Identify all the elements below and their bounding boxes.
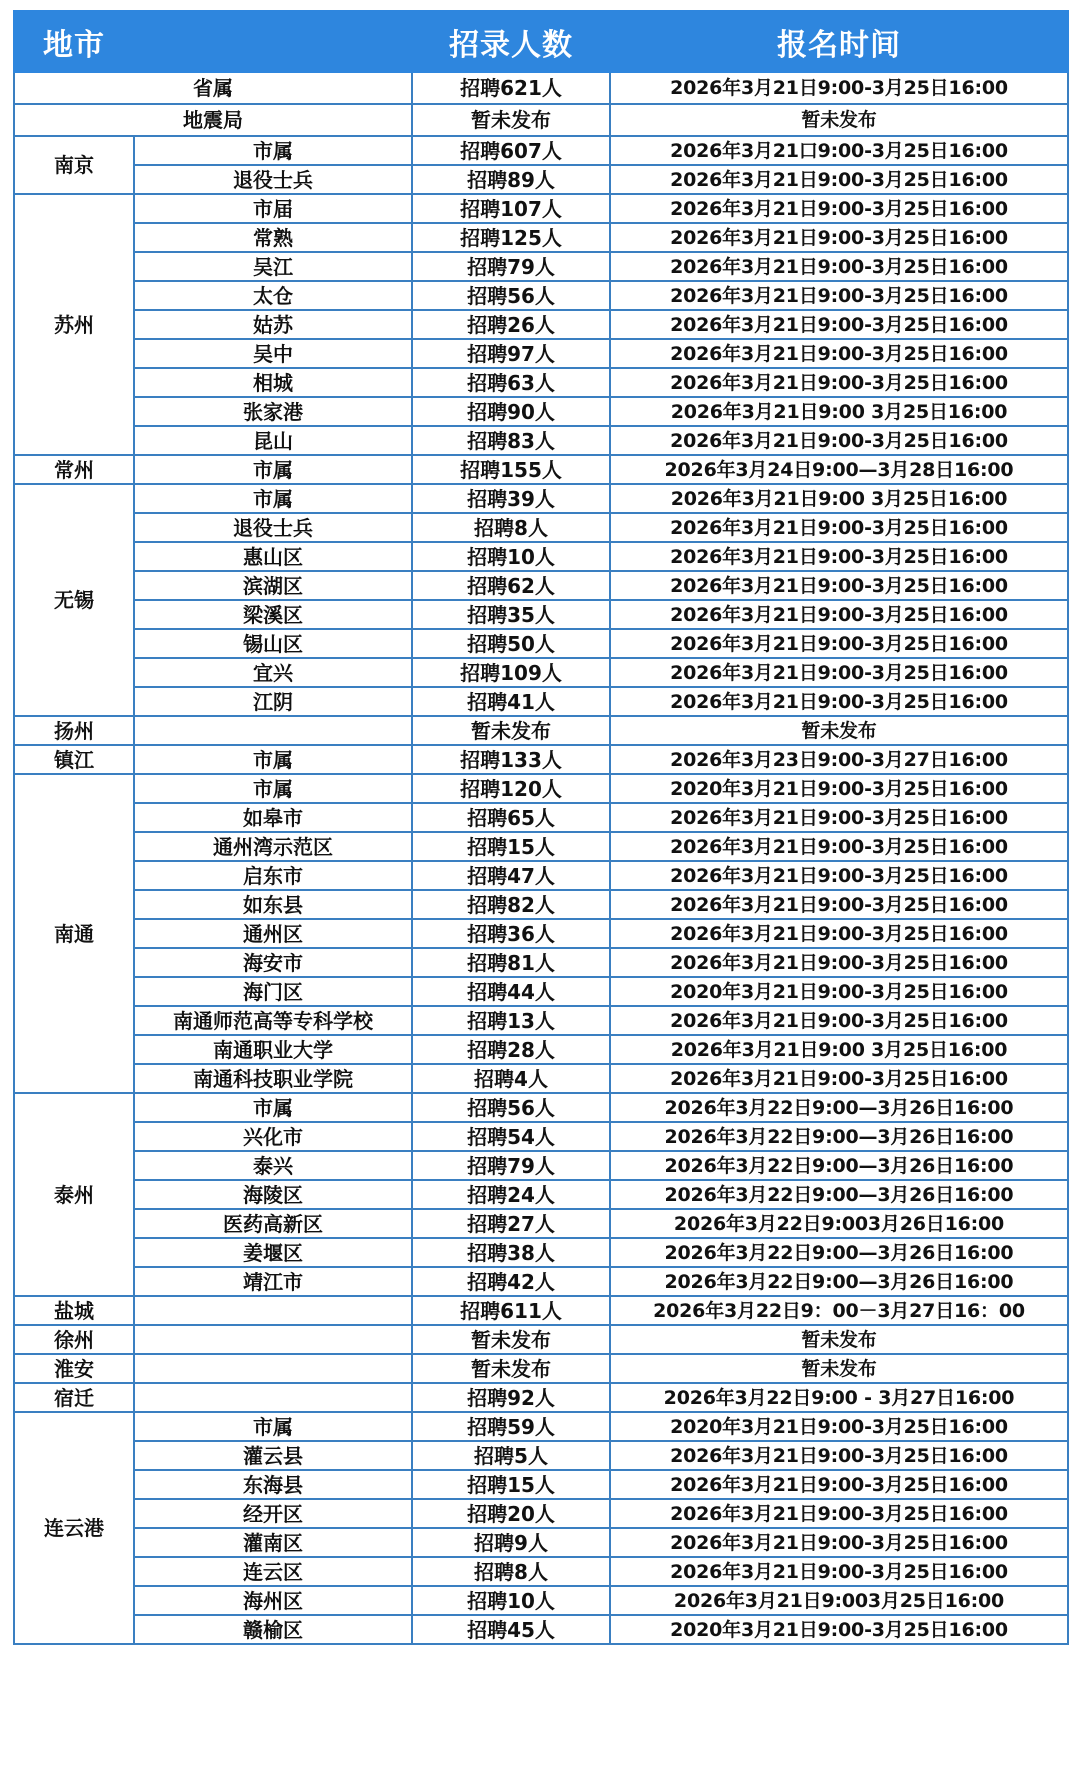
count-cell: 招聘4人 xyxy=(412,1064,610,1093)
table-row xyxy=(14,716,1068,745)
time-cell: 2026年3月22日9:00—3月26日16:00 xyxy=(610,1093,1068,1122)
count-cell: 招聘621人 xyxy=(412,72,610,104)
count-cell: 招聘107人 xyxy=(412,194,610,223)
count-cell: 招聘10人 xyxy=(412,1586,610,1615)
time-cell: 2026年3月21口9:00-3月25日16:00 xyxy=(610,136,1068,165)
unit-cell: 海安市 xyxy=(134,948,412,977)
row-label: 地震局 xyxy=(14,104,412,136)
table-row xyxy=(14,281,1068,310)
unit-cell: 市属 xyxy=(134,1093,412,1122)
count-cell: 招聘56人 xyxy=(412,281,610,310)
time-cell: 2026年3月22日9:00—3月26日16:00 xyxy=(610,1267,1068,1296)
table-row xyxy=(14,542,1068,571)
table-row xyxy=(14,368,1068,397)
city-cell: 扬州 xyxy=(14,716,134,745)
time-cell: 2026年3月21日9:003月25日16:00 xyxy=(610,1586,1068,1615)
table-row xyxy=(14,774,1068,803)
city-cell: 南通 xyxy=(14,774,134,1093)
count-cell: 招聘611人 xyxy=(412,1296,610,1325)
count-cell: 招聘15人 xyxy=(412,1470,610,1499)
time-cell: 2026年3月21日9:00-3月25日16:00 xyxy=(610,252,1068,281)
table-row xyxy=(14,1354,1068,1383)
time-cell: 2026年3月21日9:00-3月25日16:00 xyxy=(610,1470,1068,1499)
count-cell: 暂未发布 xyxy=(412,716,610,745)
unit-cell: 吴江 xyxy=(134,252,412,281)
table-row xyxy=(14,600,1068,629)
unit-cell: 海州区 xyxy=(134,1586,412,1615)
table-row xyxy=(14,136,1068,165)
time-cell: 2026年3月22日9:00—3月26日16:00 xyxy=(610,1238,1068,1267)
city-cell: 苏州 xyxy=(14,194,134,455)
table-row xyxy=(14,104,1068,136)
count-cell: 招聘10人 xyxy=(412,542,610,571)
time-cell: 2026年3月21日9:00-3月25日16:00 xyxy=(610,571,1068,600)
time-cell: 暂未发布 xyxy=(610,716,1068,745)
city-cell: 南京 xyxy=(14,136,134,194)
count-cell: 招聘42人 xyxy=(412,1267,610,1296)
table-row xyxy=(14,397,1068,426)
time-cell: 暂未发布 xyxy=(610,1354,1068,1383)
table-header xyxy=(14,11,1068,72)
count-cell: 招聘45人 xyxy=(412,1615,610,1644)
time-cell: 2026年3月21日9:00-3月25日16:00 xyxy=(610,1499,1068,1528)
table-row xyxy=(14,948,1068,977)
unit-cell: 惠山区 xyxy=(134,542,412,571)
unit-cell: 赣榆区 xyxy=(134,1615,412,1644)
city-cell: 徐州 xyxy=(14,1325,134,1354)
count-cell: 招聘44人 xyxy=(412,977,610,1006)
table-row xyxy=(14,426,1068,455)
time-cell: 2026年3月21日9:00-3月25日16:00 xyxy=(610,1064,1068,1093)
time-cell: 2026年3月21日9:00-3月25日16:00 xyxy=(610,368,1068,397)
unit-cell: 兴化市 xyxy=(134,1122,412,1151)
unit-cell: 宜兴 xyxy=(134,658,412,687)
table-row xyxy=(14,455,1068,484)
unit-cell: 市属 xyxy=(134,484,412,513)
time-cell: 2026年3月22日9:00—3月26日16:00 xyxy=(610,1122,1068,1151)
unit-cell: 梁溪区 xyxy=(134,600,412,629)
count-cell: 招聘125人 xyxy=(412,223,610,252)
table-row xyxy=(14,339,1068,368)
table-row xyxy=(14,1006,1068,1035)
count-cell: 招聘90人 xyxy=(412,397,610,426)
count-cell: 招聘39人 xyxy=(412,484,610,513)
count-cell: 招聘24人 xyxy=(412,1180,610,1209)
table-row xyxy=(14,571,1068,600)
time-cell: 2026年3月22日9:00—3月26日16:00 xyxy=(610,1151,1068,1180)
unit-cell: 市属 xyxy=(134,774,412,803)
city-cell: 淮安 xyxy=(14,1354,134,1383)
unit-cell: 灌云县 xyxy=(134,1441,412,1470)
table-row xyxy=(14,1035,1068,1064)
table-row xyxy=(14,484,1068,513)
table-row xyxy=(14,861,1068,890)
unit-cell: 泰兴 xyxy=(134,1151,412,1180)
city-cell: 盐城 xyxy=(14,1296,134,1325)
count-cell: 招聘79人 xyxy=(412,252,610,281)
count-cell: 招聘65人 xyxy=(412,803,610,832)
unit-cell: 东海县 xyxy=(134,1470,412,1499)
time-cell: 2026年3月21日9:00-3月25日16:00 xyxy=(610,165,1068,194)
count-cell: 招聘63人 xyxy=(412,368,610,397)
table-row xyxy=(14,1499,1068,1528)
count-cell: 暂未发布 xyxy=(412,1325,610,1354)
time-cell: 2026年3月21日9:00-3月25日16:00 xyxy=(610,1006,1068,1035)
time-cell: 2026年3月21日9:00-3月25日16:00 xyxy=(610,658,1068,687)
table-row xyxy=(14,1151,1068,1180)
header-city: 地市 xyxy=(14,11,134,72)
time-cell: 2026年3月21日9:00-3月25日16:00 xyxy=(610,600,1068,629)
time-cell: 2026年3月21日9:00-3月25日16:00 xyxy=(610,339,1068,368)
unit-cell: 相城 xyxy=(134,368,412,397)
count-cell: 招聘607人 xyxy=(412,136,610,165)
table-row xyxy=(14,1586,1068,1615)
header-time: 报名时间 xyxy=(610,11,1068,72)
count-cell: 招聘89人 xyxy=(412,165,610,194)
city-cell: 连云港 xyxy=(14,1412,134,1644)
table-row xyxy=(14,803,1068,832)
time-cell: 2026年3月21日9:00-3月25日16:00 xyxy=(610,542,1068,571)
table-row xyxy=(14,745,1068,774)
unit-cell: 南通科技职业学院 xyxy=(134,1064,412,1093)
table-row xyxy=(14,1064,1068,1093)
count-cell: 招聘38人 xyxy=(412,1238,610,1267)
time-cell: 2026年3月21日9:00-3月25日16:00 xyxy=(610,919,1068,948)
unit-cell: 太仓 xyxy=(134,281,412,310)
unit-cell: 滨湖区 xyxy=(134,571,412,600)
unit-cell: 市属 xyxy=(134,136,412,165)
time-cell: 2026年3月21日9:00 3月25日16:00 xyxy=(610,1035,1068,1064)
count-cell: 招聘9人 xyxy=(412,1528,610,1557)
recruitment-table xyxy=(13,10,1069,1645)
unit-cell: 姑苏 xyxy=(134,310,412,339)
time-cell: 2026年3月21日9:00-3月25日16:00 xyxy=(610,1441,1068,1470)
table-row xyxy=(14,1383,1068,1412)
time-cell: 2026年3月24日9:00—3月28日16:00 xyxy=(610,455,1068,484)
city-cell: 镇江 xyxy=(14,745,134,774)
city-cell: 泰州 xyxy=(14,1093,134,1296)
count-cell: 招聘36人 xyxy=(412,919,610,948)
table-row xyxy=(14,194,1068,223)
unit-cell: 退役士兵 xyxy=(134,513,412,542)
time-cell: 2026年3月22日9:00 - 3月27日16:00 xyxy=(610,1383,1068,1412)
count-cell: 招聘62人 xyxy=(412,571,610,600)
unit-cell: 靖江市 xyxy=(134,1267,412,1296)
table-row xyxy=(14,165,1068,194)
header-count: 招录人数 xyxy=(412,11,610,72)
table-row xyxy=(14,977,1068,1006)
count-cell: 招聘20人 xyxy=(412,1499,610,1528)
count-cell: 招聘28人 xyxy=(412,1035,610,1064)
unit-cell: 海门区 xyxy=(134,977,412,1006)
unit-cell: 吴中 xyxy=(134,339,412,368)
count-cell: 招聘8人 xyxy=(412,1557,610,1586)
time-cell: 暂未发布 xyxy=(610,1325,1068,1354)
count-cell: 招聘50人 xyxy=(412,629,610,658)
table-row xyxy=(14,629,1068,658)
count-cell: 暂未发布 xyxy=(412,104,610,136)
count-cell: 招聘47人 xyxy=(412,861,610,890)
header-row xyxy=(14,11,1068,72)
unit-cell: 灌南区 xyxy=(134,1528,412,1557)
count-cell: 招聘8人 xyxy=(412,513,610,542)
unit-cell: 市届 xyxy=(134,194,412,223)
table-row xyxy=(14,223,1068,252)
time-cell: 2026年3月21日9:00-3月25日16:00 xyxy=(610,194,1068,223)
table-row xyxy=(14,72,1068,104)
unit-cell: 如东县 xyxy=(134,890,412,919)
unit-cell: 海陵区 xyxy=(134,1180,412,1209)
unit-cell: 姜堰区 xyxy=(134,1238,412,1267)
unit-cell: 市属 xyxy=(134,1412,412,1441)
table-row xyxy=(14,1296,1068,1325)
table-row xyxy=(14,252,1068,281)
unit-cell: 南通师范高等专科学校 xyxy=(134,1006,412,1035)
unit-cell: 经开区 xyxy=(134,1499,412,1528)
time-cell: 2026年3月21日9:00-3月25日16:00 xyxy=(610,803,1068,832)
count-cell: 招聘13人 xyxy=(412,1006,610,1035)
table-row xyxy=(14,890,1068,919)
unit-cell: 启东市 xyxy=(134,861,412,890)
count-cell: 招聘5人 xyxy=(412,1441,610,1470)
time-cell: 2026年3月21日9:00-3月25日16:00 xyxy=(610,832,1068,861)
count-cell: 招聘79人 xyxy=(412,1151,610,1180)
table-row xyxy=(14,1180,1068,1209)
time-cell: 2026年3月21日9:00-3月25日16:00 xyxy=(610,861,1068,890)
count-cell: 招聘97人 xyxy=(412,339,610,368)
time-cell: 2026年3月22日9:003月26日16:00 xyxy=(610,1209,1068,1238)
unit-cell xyxy=(134,716,412,745)
count-cell: 招聘133人 xyxy=(412,745,610,774)
time-cell: 2026年3月21日9:00-3月25日16:00 xyxy=(610,1557,1068,1586)
unit-cell: 医药高新区 xyxy=(134,1209,412,1238)
table-row xyxy=(14,1267,1068,1296)
count-cell: 招聘27人 xyxy=(412,1209,610,1238)
unit-cell: 连云区 xyxy=(134,1557,412,1586)
city-cell: 宿迁 xyxy=(14,1383,134,1412)
time-cell: 2026年3月21日9:00-3月25日16:00 xyxy=(610,687,1068,716)
count-cell: 招聘59人 xyxy=(412,1412,610,1441)
count-cell: 招聘26人 xyxy=(412,310,610,339)
count-cell: 招聘83人 xyxy=(412,426,610,455)
table-row xyxy=(14,1615,1068,1644)
unit-cell: 通州湾示范区 xyxy=(134,832,412,861)
table-row xyxy=(14,1093,1068,1122)
unit-cell xyxy=(134,1296,412,1325)
count-cell: 招聘56人 xyxy=(412,1093,610,1122)
time-cell: 2026年3月21日9:00-3月25日16:00 xyxy=(610,890,1068,919)
time-cell: 2026年3月21日9:00-3月25日16:00 xyxy=(610,1528,1068,1557)
count-cell: 招聘81人 xyxy=(412,948,610,977)
time-cell: 2026年3月21日9:00 3月25日16:00 xyxy=(610,397,1068,426)
time-cell: 2026年3月21日9:00-3月25日16:00 xyxy=(610,310,1068,339)
unit-cell xyxy=(134,1325,412,1354)
time-cell: 暂未发布 xyxy=(610,104,1068,136)
table-row xyxy=(14,513,1068,542)
time-cell: 2026年3月21日9:00-3月25日16:00 xyxy=(610,426,1068,455)
count-cell: 招聘41人 xyxy=(412,687,610,716)
table-row xyxy=(14,1325,1068,1354)
count-cell: 招聘82人 xyxy=(412,890,610,919)
table-row xyxy=(14,1557,1068,1586)
row-label: 省属 xyxy=(14,72,412,104)
count-cell: 招聘54人 xyxy=(412,1122,610,1151)
count-cell: 招聘109人 xyxy=(412,658,610,687)
unit-cell: 如皋市 xyxy=(134,803,412,832)
table-row xyxy=(14,832,1068,861)
count-cell: 招聘35人 xyxy=(412,600,610,629)
time-cell: 2026年3月21日9:00-3月25日16:00 xyxy=(610,948,1068,977)
time-cell: 2026年3月21日9:00 3月25日16:00 xyxy=(610,484,1068,513)
count-cell: 招聘155人 xyxy=(412,455,610,484)
time-cell: 2020年3月21日9:00-3月25日16:00 xyxy=(610,1412,1068,1441)
time-cell: 2026年3月21日9:00-3月25日16:00 xyxy=(610,281,1068,310)
table-row xyxy=(14,1441,1068,1470)
count-cell: 招聘15人 xyxy=(412,832,610,861)
unit-cell: 昆山 xyxy=(134,426,412,455)
table-row xyxy=(14,1238,1068,1267)
unit-cell: 张家港 xyxy=(134,397,412,426)
unit-cell xyxy=(134,1383,412,1412)
unit-cell: 江阴 xyxy=(134,687,412,716)
time-cell: 2020年3月21日9:00-3月25日16:00 xyxy=(610,977,1068,1006)
table-row xyxy=(14,1528,1068,1557)
time-cell: 2026年3月21日9:00-3月25日16:00 xyxy=(610,72,1068,104)
time-cell: 2020年3月21日9:00-3月25日16:00 xyxy=(610,1615,1068,1644)
city-cell: 无锡 xyxy=(14,484,134,716)
header-unit xyxy=(134,11,412,72)
table-row xyxy=(14,1412,1068,1441)
time-cell: 2026年3月23日9:00-3月27日16:00 xyxy=(610,745,1068,774)
table-row xyxy=(14,687,1068,716)
time-cell: 2026年3月22日9：00－3月27日16：00 xyxy=(610,1296,1068,1325)
table-row xyxy=(14,1470,1068,1499)
unit-cell: 市属 xyxy=(134,455,412,484)
time-cell: 2026年3月21日9:00-3月25日16:00 xyxy=(610,223,1068,252)
time-cell: 2026年3月22日9:00—3月26日16:00 xyxy=(610,1180,1068,1209)
count-cell: 招聘120人 xyxy=(412,774,610,803)
table-row xyxy=(14,1209,1068,1238)
time-cell: 2020年3月21日9:00-3月25日16:00 xyxy=(610,774,1068,803)
unit-cell xyxy=(134,1354,412,1383)
unit-cell: 市属 xyxy=(134,745,412,774)
table-body xyxy=(14,72,1068,1644)
unit-cell: 常熟 xyxy=(134,223,412,252)
time-cell: 2026年3月21日9:00-3月25日16:00 xyxy=(610,513,1068,542)
unit-cell: 锡山区 xyxy=(134,629,412,658)
city-cell: 常州 xyxy=(14,455,134,484)
count-cell: 招聘92人 xyxy=(412,1383,610,1412)
table-row xyxy=(14,658,1068,687)
unit-cell: 南通职业大学 xyxy=(134,1035,412,1064)
table-row xyxy=(14,919,1068,948)
table-row xyxy=(14,310,1068,339)
unit-cell: 退役士兵 xyxy=(134,165,412,194)
count-cell: 暂未发布 xyxy=(412,1354,610,1383)
unit-cell: 通州区 xyxy=(134,919,412,948)
table-row xyxy=(14,1122,1068,1151)
time-cell: 2026年3月21日9:00-3月25日16:00 xyxy=(610,629,1068,658)
